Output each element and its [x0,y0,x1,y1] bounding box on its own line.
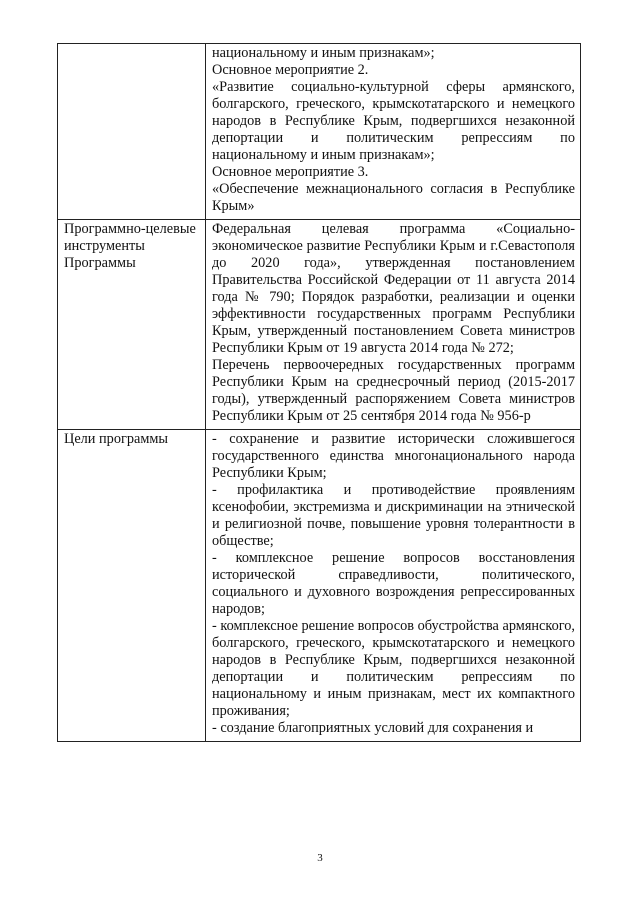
row-label-goals: Цели программы [58,430,206,742]
row-content-activities [206,44,581,220]
row-content-goals [206,430,581,742]
program-passport-table [57,43,581,742]
instruments-text-1: Федеральная целевая программа «Социально-экономическое развитие Республики Крым и г.Севастополя до 2020 года», утвержденная постановлением Правительства Российской Федерации от 11 августа 2014 года № 790; Порядок разработки, реализации и оценки эффективности государственных программ Республики Крым, утвержденный постановлением Совета министров Республики Крым от 19 августа 2014 года № 272; [212,221,575,356]
goal-item-1: - сохранение и развитие исторически сложившегося государственного единства многонационального народа Республики Крым; [212,431,575,481]
row-label-instruments: Программно-целевые инструменты Программы [58,220,206,430]
goal-item-4: - комплексное решение вопросов обустройства армянского, болгарского, греческого, крымскотатарского и немецкого народов в Республике Крым, подвергшихся незаконной депортации и политическим репрессиям по национальному и иным признакам, мест их компактного проживания; [212,618,575,719]
activities-text-3: «Развитие социально-культурной сферы армянского, болгарского, греческого, крымскотатарского и немецкого народов в Республике Крым, подвергшихся незаконной депортации и политическим репрессиям по национальному и иным признакам»; [212,79,575,163]
goal-item-2: - профилактика и противодействие проявлениям ксенофобии, экстремизма и дискриминации на этнической и религиозной почве, повышение уровня толерантности в обществе; [212,482,575,549]
row-label-empty [58,44,206,220]
goal-item-3: - комплексное решение вопросов восстановления исторической справедливости, политического, социального и духовного возрождения репрессированных народов; [212,550,575,617]
activities-text-2: Основное мероприятие 2. [212,62,369,78]
instruments-text-2: Перечень первоочередных государственных программ Республики Крым на среднесрочный период (2015-2017 годы), утвержденный распоряжением Совета министров Республики Крым от 25 сентября 2014 года № 956-р [212,357,575,424]
activities-text-1: национальному и иным признакам»; [212,45,435,61]
goal-item-5: - создание благоприятных условий для сохранения и [212,720,534,736]
table-row-activities-continued [58,44,581,220]
page-number: 3 [317,852,323,864]
table-row-instruments [58,220,581,430]
activities-text-4: Основное мероприятие 3. [212,164,369,180]
table-row-goals [58,430,581,742]
activities-text-5: «Обеспечение межнационального согласия в Республике Крым» [212,181,575,214]
row-content-instruments [206,220,581,430]
